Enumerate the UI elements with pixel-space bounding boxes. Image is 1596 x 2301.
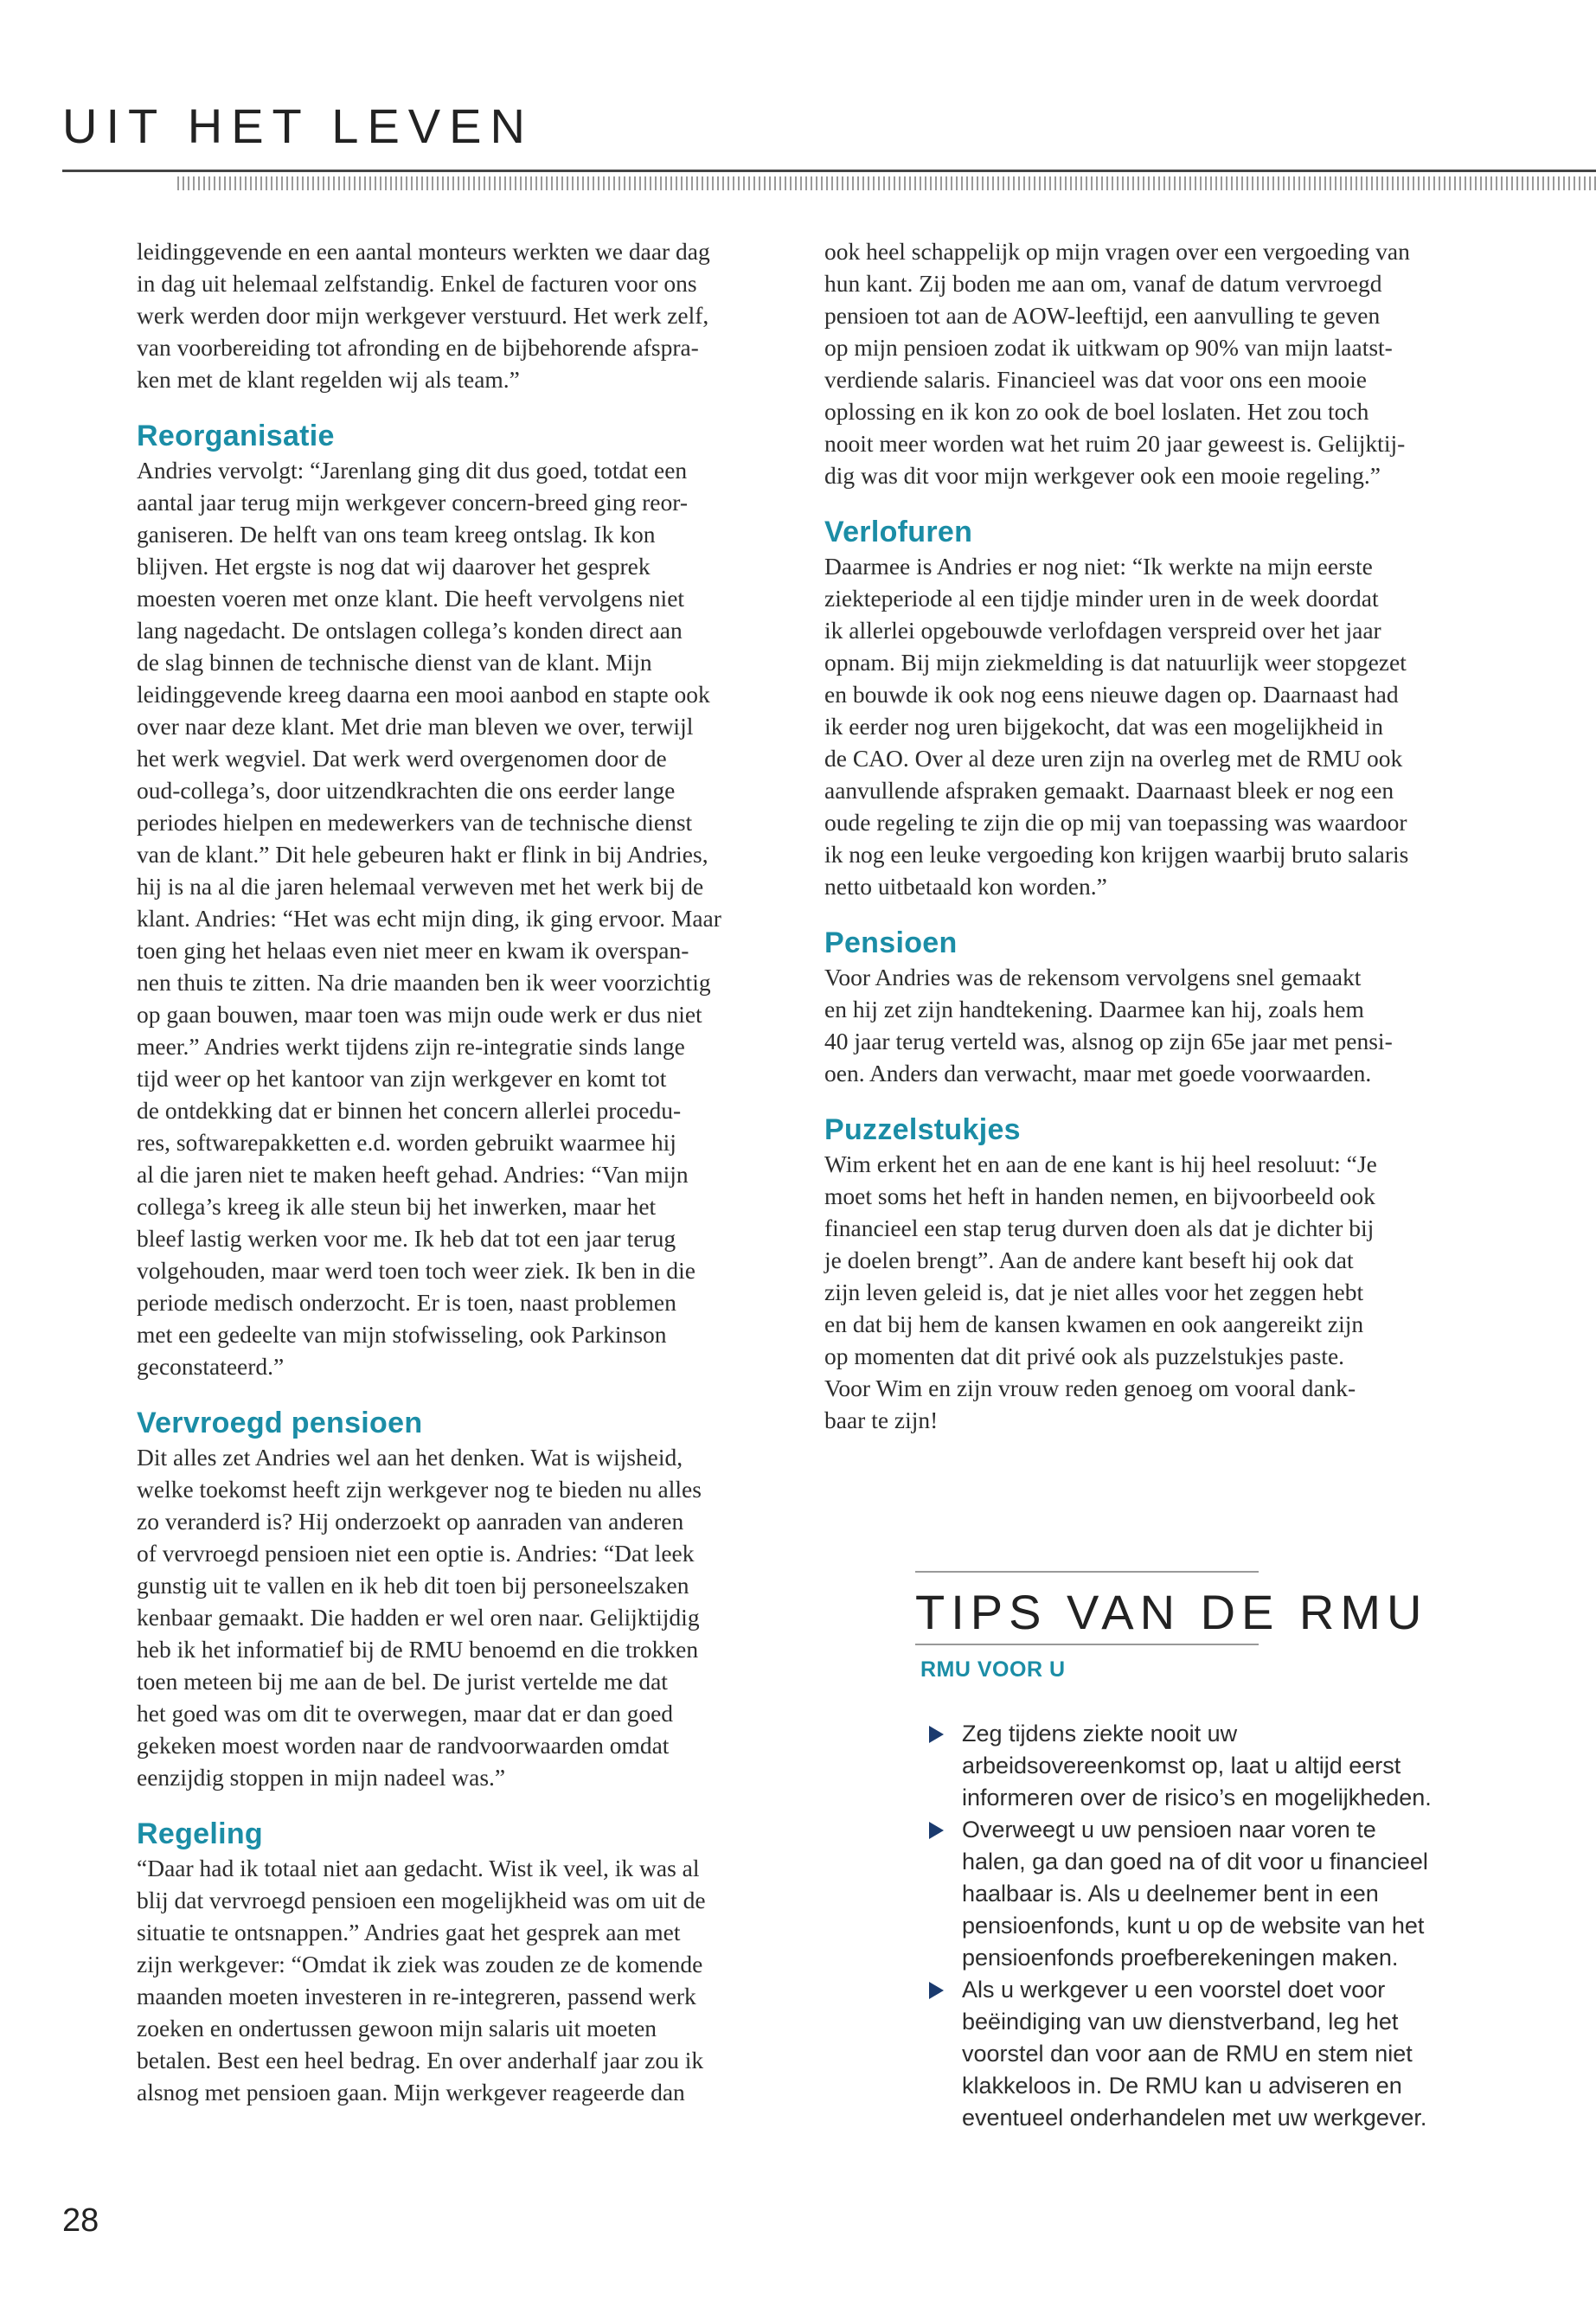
paragraph-verlofuren: Daarmee is Andries er nog niet: “Ik werkte na mijn eerste ziekteperiode al een tijdje minder uren in de week doordat ik allerlei opgebouwde verlofdagen verspreid over het jaar opnam. Bij mijn ziekmelding is dat natuurlijk weer stopgezet en bouwde ik ook nog eens nieuwe dagen op. Daarnaast had ik eerder nog uren bijgekocht, dat was een mogelijkheid in de CAO. Over al deze uren zijn na overleg met de RMU ook aanvullende afspraken gemaakt. Daarnaast bleek er nog een oude regeling te zijn die op mij van toepassing was waardoor ik nog een leuke vergoeding kon krijgen waarbij bruto salaris netto uitbetaald kon worden.” — [824, 553, 1409, 900]
intro-paragraph-right: ook heel schappelijk op mijn vragen over een vergoeding van hun kant. Zij boden me aan om, vanaf de datum vervroegd pensioen tot aan de AOW-leeftijd, een aanvulling te geven op mijn pensioen zodat ik uitkwam op 90% van mijn laatst- verdiende salaris. Financieel was dat voor ons een mooie oplossing en ik kon zo ook de boel loslaten. Het zou toch nooit meer worden wat het ruim 20 jaar geweest is. Gelijktij- dig was dit voor mijn werkgever ook een mooie regeling.” — [824, 238, 1410, 489]
paragraph-puzzelstukjes: Wim erkent het en aan de ene kant is hij heel resoluut: “Je moet soms het heft in handen nemen, en bijvoorbeeld ook financieel een stap terug durven doen als dat je dichter bij je doelen brengt”. Aan de andere kant beseft hij ook dat zijn leven geleid is, dat je niet alles voor het zeggen hebt en dat bij hem de kansen kwamen en ook aangereikt zijn op momenten dat dit privé ook als puzzelstukjes paste. Voor Wim en zijn vrouw reden genoeg om vooral dank- baar te zijn! — [824, 1150, 1377, 1433]
triangle-bullet-icon — [929, 1822, 944, 1839]
paragraph-vervroegd-pensioen: Dit alles zet Andries wel aan het denken. Wat is wijsheid, welke toekomst heeft zijn werkgever nog te bieden nu alles zo veranderd is? Hij onderzoekt op aanraden van anderen of vervroegd pensioen niet een optie is. Andries: “Dat leek gunstig uit te vallen en ik heb dit toen bij personeelszaken kenbaar gemaakt. Die hadden er wel oren naar. Gelijktijdig heb ik het informatief bij de RMU benoemd en die trokken toen meteen bij me aan de bel. De jurist vertelde me dat het goed was om dit te overwegen, maar dat er dan goed gekeken moest worden naar de randvoorwaarden omdat eenzijdig stoppen in mijn nadeel was.” — [137, 1444, 702, 1791]
right-column — [824, 235, 1465, 1436]
heading-puzzelstukjes: Puzzelstukjes — [824, 1113, 1021, 1146]
tips-top-rule — [915, 1571, 1259, 1573]
tips-list — [929, 1718, 1535, 2134]
triangle-bullet-icon — [929, 1726, 944, 1743]
left-column — [137, 235, 777, 2108]
tips-subtitle: RMU VOOR U — [920, 1657, 1066, 1682]
heading-verlofuren: Verlofuren — [824, 516, 973, 548]
paragraph-reorganisatie: Andries vervolgt: “Jarenlang ging dit dus goed, totdat een aantal jaar terug mijn werkgever concern-breed ging reor- ganiseren. De helft van ons team kreeg ontslag. Ik kon blijven. Het ergste is nog dat wij daarover het gesprek moesten voeren met onze klant. Die heeft vervolgens niet lang nagedacht. De ontslagen collega’s konden direct aan de slag binnen de technische dienst van de klant. Mijn leidinggevende kreeg daarna een mooi aanbod en stapte ook over naar deze klant. Met drie man bleven we over, terwijl het werk wegviel. Dat werk werd overgenomen door de oud-collega’s, door uitzendkrachten die ons eerder lange periodes hielpen en medewerkers van de technische dienst van de klant.” Dit hele gebeuren hakt er flink in bij Andries, hij is na al die jaren helemaal verweven met het werk bij de klant. Andries: “Het was echt mijn ding, ik ging ervoor. Maar toen ging het helaas even niet meer en kwam ik overspan- nen thuis te zitten. Na drie maanden ben ik weer voorzichtig op gaan bouwen, maar toen was mijn oude werk er dus niet meer.” Andries werkt tijdens zijn re-integratie sinds lange tijd weer op het kantoor van zijn werkgever en komt tot de ontdekking dat er binnen het concern allerlei procedu- res, softwarepakketten e.d. worden gebruikt waarmee hij al die jaren niet te maken heeft gehad. Andries: “Van mijn collega’s kreeg ik alle steun bij het inwerken, maar het bleef lastig werken voor me. Ik heb dat tot een jaar terug volgehouden, maar werd toen toch weer ziek. Ik ben in die periode medisch onderzocht. Er is toen, naast problemen met een gedeelte van mijn stofwisseling, ook Parkinson geconstateerd.” — [137, 457, 721, 1380]
paragraph-pensioen: Voor Andries was de rekensom vervolgens snel gemaakt en hij zet zijn handtekening. Daarmee kan hij, zoals hem 40 jaar terug verteld was, alsnog op zijn 65e jaar met pensi- oen. Anders dan verwacht, maar met goede voorwaarden. — [824, 964, 1393, 1086]
tip-item: Zeg tijdens ziekte nooit uw arbeidsovereenkomst op, laat u altijd eerst informeren over de risico’s en mogelijkheden. — [929, 1718, 1535, 1814]
intro-paragraph: leidinggevende en een aantal monteurs werkten we daar dag in dag uit helemaal zelfstandig. Enkel de facturen voor ons werk werden door mijn werkgever verstuurd. Het werk zelf, van voorbereiding tot afronding en de bijbehorende afspra- ken met de klant regelden wij als team.” — [137, 238, 710, 393]
section-title: UIT HET LEVEN — [62, 99, 534, 153]
tip-item: Overweegt u uw pensioen naar voren te halen, ga dan goed na of dit voor u financieel haalbaar is. Als u deelnemer bent in een pensioenfonds, kunt u op de website van het pensioenfonds proefberekeningen maken. — [929, 1814, 1535, 1974]
heading-regeling: Regeling — [137, 1817, 263, 1850]
tips-title: TIPS VAN DE RMU — [915, 1585, 1428, 1639]
paragraph-regeling: “Daar had ik totaal niet aan gedacht. Wist ik veel, ik was al blij dat vervroegd pensioen een mogelijkheid was om uit de situatie te ontsnappen.” Andries gaat het gesprek aan met zijn werkgever: “Omdat ik ziek was zouden ze de komende maanden moeten investeren in re-integreren, passend werk zoeken en ondertussen gewoon mijn salaris uit moeten betalen. Best een heel bedrag. En over anderhalf jaar zou ik alsnog met pensioen gaan. Mijn werkgever reageerde dan — [137, 1855, 706, 2106]
header-hatch-band — [177, 176, 1596, 190]
header-rule — [62, 170, 1596, 172]
page-number: 28 — [62, 2202, 99, 2239]
heading-pensioen: Pensioen — [824, 926, 958, 959]
triangle-bullet-icon — [929, 1982, 944, 1999]
tip-item: Als u werkgever u een voorstel doet voor beëindiging van uw dienstverband, leg het voorstel dan voor aan de RMU en stem niet klakkeloos in. De RMU kan u adviseren en eventueel onderhandelen met uw werkgever. — [929, 1974, 1535, 2134]
heading-reorganisatie: Reorganisatie — [137, 420, 335, 452]
tips-under-rule — [915, 1644, 1259, 1645]
heading-vervroegd-pensioen: Vervroegd pensioen — [137, 1407, 423, 1439]
